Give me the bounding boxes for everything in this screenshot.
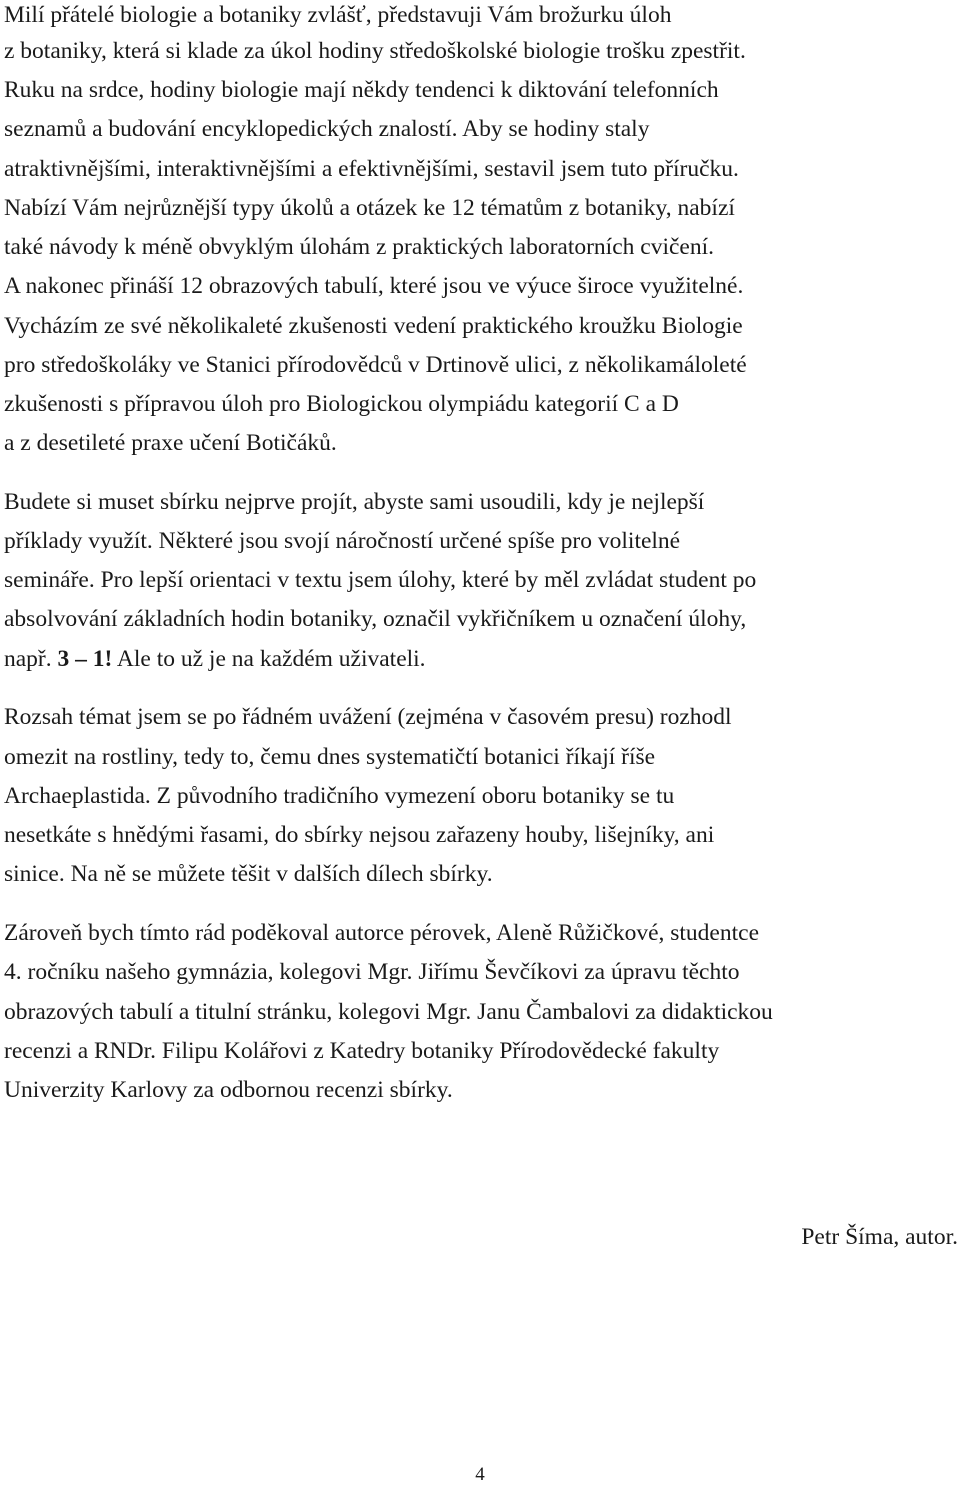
text-line: zkušenosti s přípravou úloh pro Biologickou olympiádu kategorií C a D [4,391,679,417]
text-line: Rozsah témat jsem se po řádném uvážení (zejména v časovém presu) rozhodl [4,704,732,730]
text-line: Zároveň bych tímto rád poděkoval autorce pérovek, Aleně Růžičkové, studentce [4,920,759,946]
text-fragment: Ale to už je na každém uživateli. [112,646,426,672]
text-line: semináře. Pro lepší orientaci v textu jsem úlohy, které by měl zvládat student po [4,567,757,593]
text-line: atraktivnějšími, interaktivnějšími a efektivnějšími, sestavil jsem tuto příručku. [4,156,739,182]
text-line: sinice. Na ně se můžete těšit v dalších dílech sbírky. [4,861,493,887]
text-line: Vycházím ze své několikaleté zkušenosti vedení praktického kroužku Biologie [4,313,743,339]
text-fragment: např. [4,646,58,672]
text-line: také návody k méně obvyklým úlohám z praktických laboratorních cvičení. [4,234,714,260]
text-line: A nakonec přináší 12 obrazových tabulí, které jsou ve výuce široce využitelné. [4,273,744,299]
text-line: pro středoškoláky ve Stanici přírodovědců v Drtinově ulici, z několikamáloleté [4,352,747,378]
text-line: Budete si muset sbírku nejprve projít, abyste sami usoudili, kdy je nejlepší [4,489,705,515]
text-line: příklady využít. Některé jsou svojí náročností určené spíše pro volitelné [4,528,681,554]
text-line: z botaniky, která si klade za úkol hodiny středoškolské biologie trošku zpestřit. [4,38,746,64]
text-line: absolvování základních hodin botaniky, označil vykřičníkem u označení úlohy, [4,606,747,632]
text-line: a z desetileté praxe učení Botičáků. [4,430,337,456]
text-line: obrazových tabulí a titulní stránku, kolegovi Mgr. Janu Čambalovi za didaktickou [4,999,773,1025]
text-line: omezit na rostliny, tedy to, čemu dnes systematičtí botanici říkají říše [4,744,656,770]
text-line: Ruku na srdce, hodiny biologie mají někdy tendenci k diktování telefonních [4,77,719,103]
text-line: nesetkáte s hnědými řasami, do sbírky nejsou zařazeny houby, lišejníky, ani [4,822,715,848]
text-line [4,644,426,674]
text-line: recenzi a RNDr. Filipu Kolářovi z Katedry botaniky Přírodovědecké fakulty [4,1038,720,1064]
text-line: Milí přátelé biologie a botaniky zvlášť, představuji Vám brožurku úloh [4,2,672,28]
text-line: seznamů a budování encyklopedických znalostí. Aby se hodiny staly [4,116,650,142]
text-line: Nabízí Vám nejrůznější typy úkolů a otázek ke 12 tématům z botaniky, nabízí [4,195,735,221]
author-signature: Petr Šíma, autor. [801,1224,958,1250]
page-number: 4 [475,1464,485,1485]
task-marker-example: 3 – 1! [57,646,113,672]
text-line: 4. ročníku našeho gymnázia, kolegovi Mgr. Jiřímu Ševčíkovi za úpravu těchto [4,959,740,985]
text-line: Archaeplastida. Z původního tradičního vymezení oboru botaniky se tu [4,783,675,809]
text-line: Univerzity Karlovy za odbornou recenzi sbírky. [4,1077,453,1103]
